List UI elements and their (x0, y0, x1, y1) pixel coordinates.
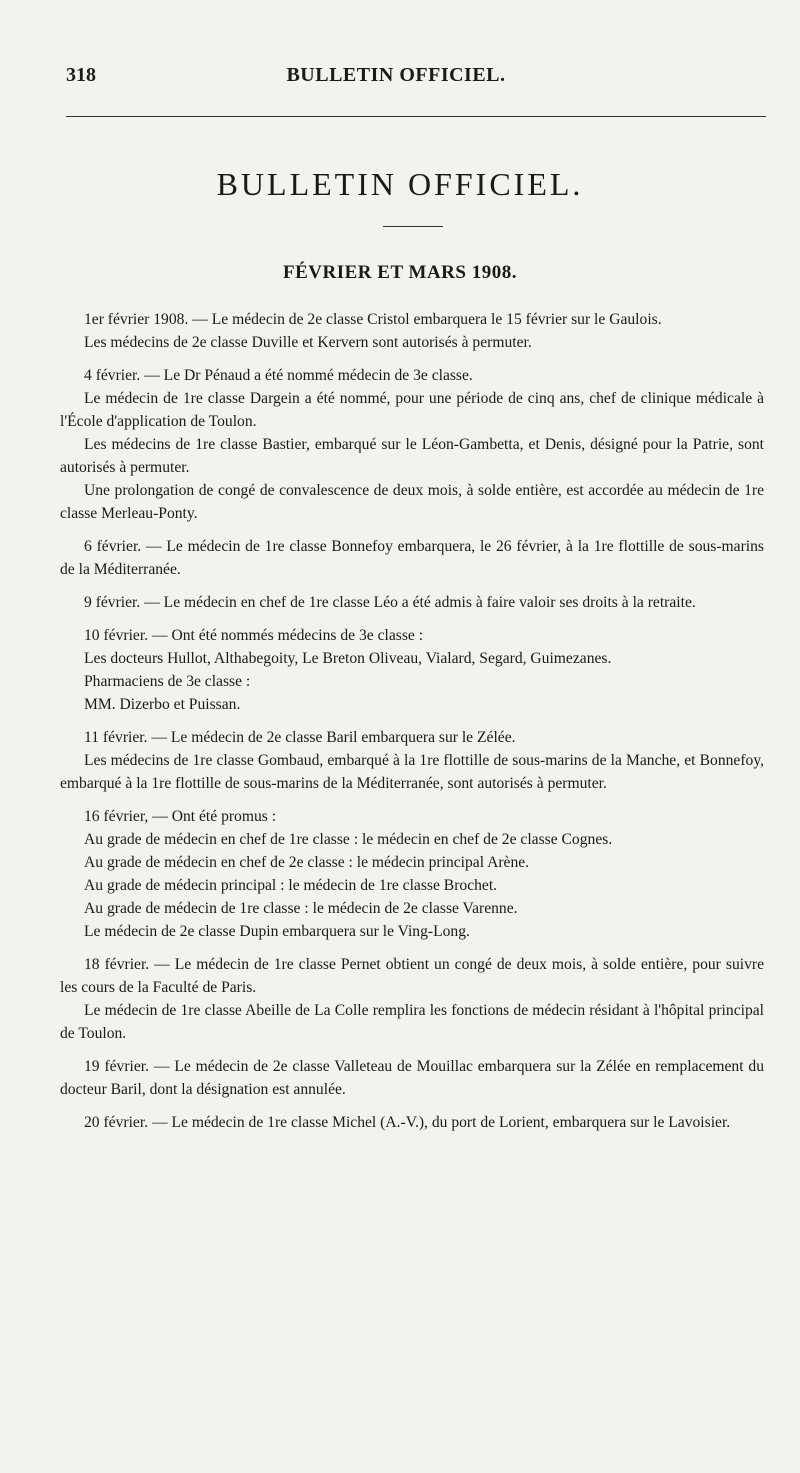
paragraph: Les médecins de 1re classe Gombaud, embarqué à la 1re flottille de sous-marins de la Manche, et Bonnefoy, embarqué à la 1re flottille de sous-marins de la Méditerranée, sont autorisés à permuter. (60, 752, 764, 792)
paragraph: Les docteurs Hullot, Althabegoity, Le Breton Oliveau, Vialard, Segard, Guimezanes. (84, 650, 612, 667)
paragraph: 18 février. — Le médecin de 1re classe Pernet obtient un congé de deux mois, à solde entière, pour suivre les cours de la Faculté de Paris. (60, 956, 764, 996)
paragraph: Le médecin de 1re classe Dargein a été nommé, pour une période de cinq ans, chef de clinique médicale à l'École d'application de Toulon. (60, 390, 764, 430)
paragraph: MM. Dizerbo et Puissan. (84, 696, 241, 713)
document-body (60, 308, 764, 1134)
running-title: BULLETIN OFFICIEL. (286, 64, 506, 86)
paragraph: 10 février. — Ont été nommés médecins de 3e classe : (84, 627, 424, 644)
page-header (66, 64, 766, 94)
paragraph: 9 février. — Le médecin en chef de 1re classe Léo a été admis à faire valoir ses droits à la retraite. (84, 594, 696, 611)
paragraph: 6 février. — Le médecin de 1re classe Bonnefoy embarquera, le 26 février, à la 1re flottille de sous-marins de la Méditerranée. (60, 538, 764, 578)
paragraph: 11 février. — Le médecin de 2e classe Baril embarquera sur le Zélée. (84, 729, 516, 746)
document-title: BULLETIN OFFICIEL. (216, 166, 584, 202)
paragraph: Au grade de médecin en chef de 1re classe : le médecin en chef de 2e classe Cognes. (84, 831, 613, 848)
paragraph: Les médecins de 2e classe Duville et Kervern sont autorisés à permuter. (84, 334, 532, 351)
paragraph: Au grade de médecin de 1re classe : le médecin de 2e classe Varenne. (84, 900, 518, 917)
paragraph: Au grade de médecin principal : le médecin de 1re classe Brochet. (84, 877, 498, 894)
paragraph: Au grade de médecin en chef de 2e classe : le médecin principal Arène. (84, 854, 530, 871)
paragraph: Une prolongation de congé de convalescence de deux mois, à solde entière, est accordée au médecin de 1re classe Merleau-Ponty. (60, 482, 764, 522)
paragraph: 20 février. — Le médecin de 1re classe Michel (A.-V.), du port de Lorient, embarquera sur le Lavoisier. (84, 1114, 731, 1131)
document-subtitle: FÉVRIER ET MARS 1908. (283, 262, 517, 283)
paragraph: 16 février, — Ont été promus : (84, 808, 277, 825)
header-rule (66, 116, 766, 117)
paragraph: Le médecin de 2e classe Dupin embarquera sur le Ving-Long. (84, 923, 470, 940)
paragraph: 19 février. — Le médecin de 2e classe Valleteau de Mouillac embarquera sur la Zélée en remplacement du docteur Baril, dont la désignation est annulée. (60, 1058, 764, 1098)
paragraph: Le médecin de 1re classe Abeille de La Colle remplira les fonctions de médecin résidant à l'hôpital principal de Toulon. (60, 1002, 764, 1042)
paragraph: 1er février 1908. — Le médecin de 2e classe Cristol embarquera le 15 février sur le Gaulois. (84, 311, 662, 328)
page-number: 318 (66, 64, 96, 86)
paragraph: 4 février. — Le Dr Pénaud a été nommé médecin de 3e classe. (84, 367, 473, 384)
title-rule (383, 226, 443, 227)
paragraph: Les médecins de 1re classe Bastier, embarqué sur le Léon-Gambetta, et Denis, désigné pour la Patrie, sont autorisés à permuter. (60, 436, 764, 476)
paragraph: Pharmaciens de 3e classe : (84, 673, 251, 690)
